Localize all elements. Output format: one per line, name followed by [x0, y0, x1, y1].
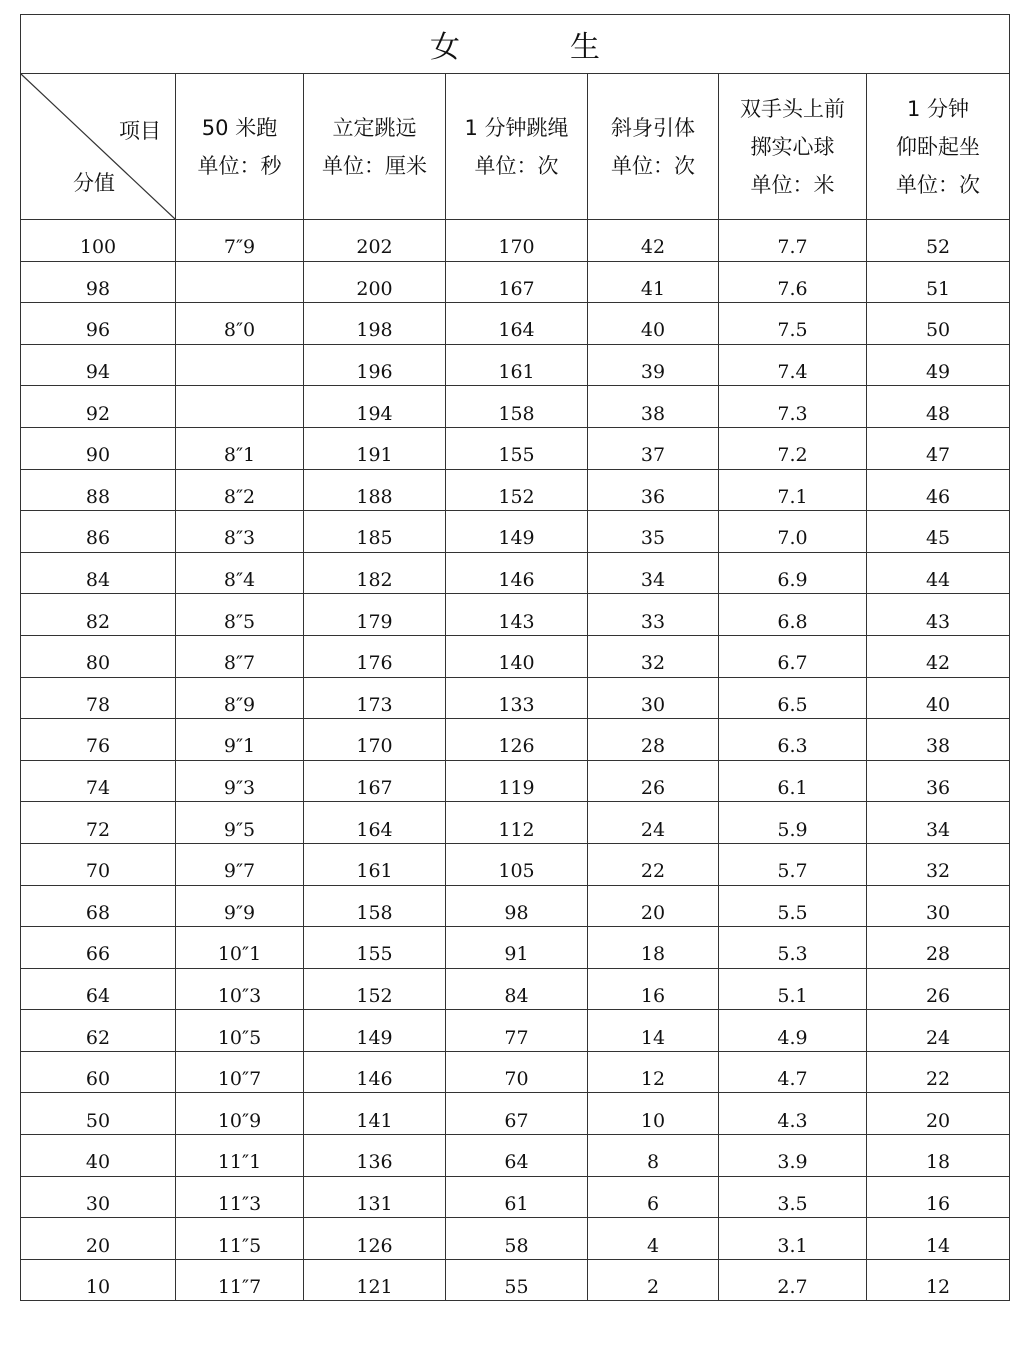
- table-row: [21, 1218, 1010, 1260]
- run-50m-cell: 7″9: [176, 220, 304, 262]
- table-row: [21, 1259, 1010, 1301]
- table-row: [21, 1051, 1010, 1093]
- run-50m-cell: 9″7: [176, 843, 304, 885]
- inclined-pullup-cell: 4: [588, 1218, 719, 1260]
- rope-skipping-cell: 119: [446, 760, 588, 802]
- inclined-pullup-cell: 8: [588, 1135, 719, 1177]
- rope-skipping-cell: 149: [446, 511, 588, 553]
- run-50m-cell: 11″3: [176, 1176, 304, 1218]
- ball-throw-cell: 4.3: [719, 1093, 867, 1135]
- column-unit: 单位：次: [896, 172, 981, 197]
- inclined-pullup-cell: 18: [588, 927, 719, 969]
- table-row: [21, 968, 1010, 1010]
- situps-cell: 43: [867, 594, 1010, 636]
- table-row: [21, 469, 1010, 511]
- score-cell: 92: [21, 386, 176, 428]
- score-cell: 80: [21, 635, 176, 677]
- score-cell: 20: [21, 1218, 176, 1260]
- score-cell: 86: [21, 511, 176, 553]
- situps-cell: 49: [867, 344, 1010, 386]
- standing-jump-cell: 136: [304, 1135, 446, 1177]
- rope-skipping-cell: 58: [446, 1218, 588, 1260]
- standing-jump-cell: 141: [304, 1093, 446, 1135]
- ball-throw-cell: 7.6: [719, 261, 867, 303]
- table-row: [21, 1176, 1010, 1218]
- ball-throw-cell: 3.5: [719, 1176, 867, 1218]
- rope-skipping-cell: 152: [446, 469, 588, 511]
- ball-throw-cell: 2.7: [719, 1259, 867, 1301]
- ball-throw-cell: 7.3: [719, 386, 867, 428]
- column-unit: 单位：秒: [197, 153, 282, 178]
- inclined-pullup-cell: 10: [588, 1093, 719, 1135]
- table-row: [21, 220, 1010, 262]
- situps-cell: 24: [867, 1010, 1010, 1052]
- title-row: [21, 15, 1010, 74]
- table-row: [21, 552, 1010, 594]
- situps-cell: 18: [867, 1135, 1010, 1177]
- standing-jump-cell: 164: [304, 802, 446, 844]
- rope-skipping-cell: 84: [446, 968, 588, 1010]
- inclined-pullup-cell: 38: [588, 386, 719, 428]
- column-header-50m: [176, 74, 304, 220]
- score-cell: 76: [21, 719, 176, 761]
- table-row: [21, 635, 1010, 677]
- ball-throw-cell: 4.7: [719, 1051, 867, 1093]
- ball-throw-cell: 3.9: [719, 1135, 867, 1177]
- rope-skipping-cell: 170: [446, 220, 588, 262]
- column-unit: 单位：次: [474, 153, 559, 178]
- run-50m-cell: 8″5: [176, 594, 304, 636]
- column-name: 1 分钟: [907, 96, 970, 121]
- situps-cell: 45: [867, 511, 1010, 553]
- column-name: 斜身引体: [611, 115, 695, 140]
- table-row: [21, 802, 1010, 844]
- table-row: [21, 1093, 1010, 1135]
- standing-jump-cell: 152: [304, 968, 446, 1010]
- girls-score-table: [20, 14, 1010, 1301]
- ball-throw-cell: 4.9: [719, 1010, 867, 1052]
- rope-skipping-cell: 143: [446, 594, 588, 636]
- ball-throw-cell: 7.5: [719, 303, 867, 345]
- standing-jump-cell: 188: [304, 469, 446, 511]
- situps-cell: 51: [867, 261, 1010, 303]
- ball-throw-cell: 5.9: [719, 802, 867, 844]
- score-cell: 10: [21, 1259, 176, 1301]
- table-row: [21, 344, 1010, 386]
- inclined-pullup-cell: 35: [588, 511, 719, 553]
- column-unit: 单位：次: [611, 153, 695, 178]
- inclined-pullup-cell: 14: [588, 1010, 719, 1052]
- score-cell: 98: [21, 261, 176, 303]
- score-cell: 82: [21, 594, 176, 636]
- score-label: 分值: [73, 171, 115, 195]
- ball-throw-cell: 7.0: [719, 511, 867, 553]
- situps-cell: 40: [867, 677, 1010, 719]
- situps-cell: 48: [867, 386, 1010, 428]
- ball-throw-cell: 7.4: [719, 344, 867, 386]
- column-name: 立定跳远: [332, 115, 417, 140]
- ball-throw-cell: 5.1: [719, 968, 867, 1010]
- inclined-pullup-cell: 20: [588, 885, 719, 927]
- standing-jump-cell: 126: [304, 1218, 446, 1260]
- ball-throw-cell: 5.7: [719, 843, 867, 885]
- table-row: [21, 427, 1010, 469]
- standing-jump-cell: 191: [304, 427, 446, 469]
- situps-cell: 16: [867, 1176, 1010, 1218]
- situps-cell: 14: [867, 1218, 1010, 1260]
- standing-jump-cell: 194: [304, 386, 446, 428]
- score-cell: 68: [21, 885, 176, 927]
- standing-jump-cell: 161: [304, 843, 446, 885]
- situps-cell: 28: [867, 927, 1010, 969]
- inclined-pullup-cell: 34: [588, 552, 719, 594]
- standing-jump-cell: 179: [304, 594, 446, 636]
- inclined-pullup-cell: 28: [588, 719, 719, 761]
- run-50m-cell: [176, 344, 304, 386]
- table-row: [21, 927, 1010, 969]
- inclined-pullup-cell: 26: [588, 760, 719, 802]
- item-label: 项目: [119, 119, 161, 143]
- rope-skipping-cell: 98: [446, 885, 588, 927]
- standing-jump-cell: 200: [304, 261, 446, 303]
- rope-skipping-cell: 146: [446, 552, 588, 594]
- column-header-situps: [867, 74, 1010, 220]
- score-cell: 30: [21, 1176, 176, 1218]
- score-cell: 62: [21, 1010, 176, 1052]
- column-header-rope-skipping: [446, 74, 588, 220]
- run-50m-cell: 9″1: [176, 719, 304, 761]
- column-name: 1 分钟跳绳: [464, 115, 569, 140]
- inclined-pullup-cell: 30: [588, 677, 719, 719]
- inclined-pullup-cell: 36: [588, 469, 719, 511]
- score-cell: 60: [21, 1051, 176, 1093]
- standing-jump-cell: 185: [304, 511, 446, 553]
- inclined-pullup-cell: 42: [588, 220, 719, 262]
- inclined-pullup-cell: 33: [588, 594, 719, 636]
- ball-throw-cell: 5.3: [719, 927, 867, 969]
- diagonal-divider: [21, 74, 175, 219]
- ball-throw-cell: 7.1: [719, 469, 867, 511]
- score-cell: 50: [21, 1093, 176, 1135]
- ball-throw-cell: 6.9: [719, 552, 867, 594]
- ball-throw-cell: 6.5: [719, 677, 867, 719]
- standing-jump-cell: 170: [304, 719, 446, 761]
- run-50m-cell: [176, 386, 304, 428]
- rope-skipping-cell: 55: [446, 1259, 588, 1301]
- score-cell: 84: [21, 552, 176, 594]
- standing-jump-cell: 149: [304, 1010, 446, 1052]
- situps-cell: 30: [867, 885, 1010, 927]
- inclined-pullup-cell: 24: [588, 802, 719, 844]
- column-header-inclined-pullup: [588, 74, 719, 220]
- table-row: [21, 1010, 1010, 1052]
- score-cell: 78: [21, 677, 176, 719]
- score-cell: 66: [21, 927, 176, 969]
- standing-jump-cell: 196: [304, 344, 446, 386]
- standing-jump-cell: 131: [304, 1176, 446, 1218]
- column-unit: 单位：米: [750, 172, 835, 197]
- run-50m-cell: 10″1: [176, 927, 304, 969]
- run-50m-cell: 11″1: [176, 1135, 304, 1177]
- situps-cell: 50: [867, 303, 1010, 345]
- standing-jump-cell: 167: [304, 760, 446, 802]
- run-50m-cell: 10″7: [176, 1051, 304, 1093]
- table-title: 女 生: [21, 15, 1010, 74]
- score-cell: 94: [21, 344, 176, 386]
- ball-throw-cell: 5.5: [719, 885, 867, 927]
- score-cell: 64: [21, 968, 176, 1010]
- standing-jump-cell: 155: [304, 927, 446, 969]
- rope-skipping-cell: 77: [446, 1010, 588, 1052]
- run-50m-cell: 11″5: [176, 1218, 304, 1260]
- score-cell: 40: [21, 1135, 176, 1177]
- header-row: [21, 74, 1010, 220]
- standing-jump-cell: 198: [304, 303, 446, 345]
- table-row: [21, 303, 1010, 345]
- column-header-standing-jump: [304, 74, 446, 220]
- inclined-pullup-cell: 2: [588, 1259, 719, 1301]
- situps-cell: 20: [867, 1093, 1010, 1135]
- rope-skipping-cell: 61: [446, 1176, 588, 1218]
- run-50m-cell: 10″5: [176, 1010, 304, 1052]
- run-50m-cell: [176, 261, 304, 303]
- table-row: [21, 386, 1010, 428]
- table-row: [21, 885, 1010, 927]
- inclined-pullup-cell: 39: [588, 344, 719, 386]
- rope-skipping-cell: 167: [446, 261, 588, 303]
- standing-jump-cell: 182: [304, 552, 446, 594]
- run-50m-cell: 8″4: [176, 552, 304, 594]
- rope-skipping-cell: 133: [446, 677, 588, 719]
- corner-header-cell: [21, 74, 176, 220]
- rope-skipping-cell: 164: [446, 303, 588, 345]
- standing-jump-cell: 173: [304, 677, 446, 719]
- run-50m-cell: 9″3: [176, 760, 304, 802]
- ball-throw-cell: 6.8: [719, 594, 867, 636]
- inclined-pullup-cell: 16: [588, 968, 719, 1010]
- situps-cell: 42: [867, 635, 1010, 677]
- column-unit: 单位：厘米: [322, 153, 427, 178]
- score-cell: 90: [21, 427, 176, 469]
- run-50m-cell: 11″7: [176, 1259, 304, 1301]
- situps-cell: 46: [867, 469, 1010, 511]
- score-cell: 74: [21, 760, 176, 802]
- rope-skipping-cell: 64: [446, 1135, 588, 1177]
- situps-cell: 52: [867, 220, 1010, 262]
- situps-cell: 12: [867, 1259, 1010, 1301]
- run-50m-cell: 8″9: [176, 677, 304, 719]
- table-row: [21, 511, 1010, 553]
- situps-cell: 32: [867, 843, 1010, 885]
- inclined-pullup-cell: 37: [588, 427, 719, 469]
- table-row: [21, 261, 1010, 303]
- run-50m-cell: 8″1: [176, 427, 304, 469]
- ball-throw-cell: 6.1: [719, 760, 867, 802]
- run-50m-cell: 9″5: [176, 802, 304, 844]
- ball-throw-cell: 7.2: [719, 427, 867, 469]
- rope-skipping-cell: 67: [446, 1093, 588, 1135]
- rope-skipping-cell: 126: [446, 719, 588, 761]
- run-50m-cell: 10″9: [176, 1093, 304, 1135]
- rope-skipping-cell: 91: [446, 927, 588, 969]
- score-cell: 88: [21, 469, 176, 511]
- column-name-line2: 仰卧起坐: [896, 134, 981, 159]
- rope-skipping-cell: 112: [446, 802, 588, 844]
- table-row: [21, 760, 1010, 802]
- inclined-pullup-cell: 41: [588, 261, 719, 303]
- table-row: [21, 719, 1010, 761]
- run-50m-cell: 8″7: [176, 635, 304, 677]
- score-cell: 96: [21, 303, 176, 345]
- situps-cell: 22: [867, 1051, 1010, 1093]
- ball-throw-cell: 3.1: [719, 1218, 867, 1260]
- rope-skipping-cell: 105: [446, 843, 588, 885]
- inclined-pullup-cell: 12: [588, 1051, 719, 1093]
- column-name: 50 米跑: [201, 115, 278, 140]
- column-header-ball-throw: [719, 74, 867, 220]
- column-name-line2: 掷实心球: [750, 134, 835, 159]
- rope-skipping-cell: 158: [446, 386, 588, 428]
- table-row: [21, 594, 1010, 636]
- ball-throw-cell: 7.7: [719, 220, 867, 262]
- standing-jump-cell: 121: [304, 1259, 446, 1301]
- situps-cell: 47: [867, 427, 1010, 469]
- standing-jump-cell: 176: [304, 635, 446, 677]
- standing-jump-cell: 146: [304, 1051, 446, 1093]
- situps-cell: 34: [867, 802, 1010, 844]
- rope-skipping-cell: 161: [446, 344, 588, 386]
- inclined-pullup-cell: 32: [588, 635, 719, 677]
- run-50m-cell: 9″9: [176, 885, 304, 927]
- run-50m-cell: 8″2: [176, 469, 304, 511]
- run-50m-cell: 10″3: [176, 968, 304, 1010]
- inclined-pullup-cell: 40: [588, 303, 719, 345]
- situps-cell: 38: [867, 719, 1010, 761]
- situps-cell: 36: [867, 760, 1010, 802]
- situps-cell: 26: [867, 968, 1010, 1010]
- score-cell: 100: [21, 220, 176, 262]
- score-cell: 70: [21, 843, 176, 885]
- run-50m-cell: 8″3: [176, 511, 304, 553]
- standing-jump-cell: 158: [304, 885, 446, 927]
- column-name: 双手头上前: [740, 96, 845, 121]
- score-cell: 72: [21, 802, 176, 844]
- situps-cell: 44: [867, 552, 1010, 594]
- rope-skipping-cell: 70: [446, 1051, 588, 1093]
- standing-jump-cell: 202: [304, 220, 446, 262]
- ball-throw-cell: 6.3: [719, 719, 867, 761]
- table-row: [21, 843, 1010, 885]
- table-row: [21, 677, 1010, 719]
- rope-skipping-cell: 155: [446, 427, 588, 469]
- inclined-pullup-cell: 6: [588, 1176, 719, 1218]
- inclined-pullup-cell: 22: [588, 843, 719, 885]
- ball-throw-cell: 6.7: [719, 635, 867, 677]
- rope-skipping-cell: 140: [446, 635, 588, 677]
- table-row: [21, 1135, 1010, 1177]
- run-50m-cell: 8″0: [176, 303, 304, 345]
